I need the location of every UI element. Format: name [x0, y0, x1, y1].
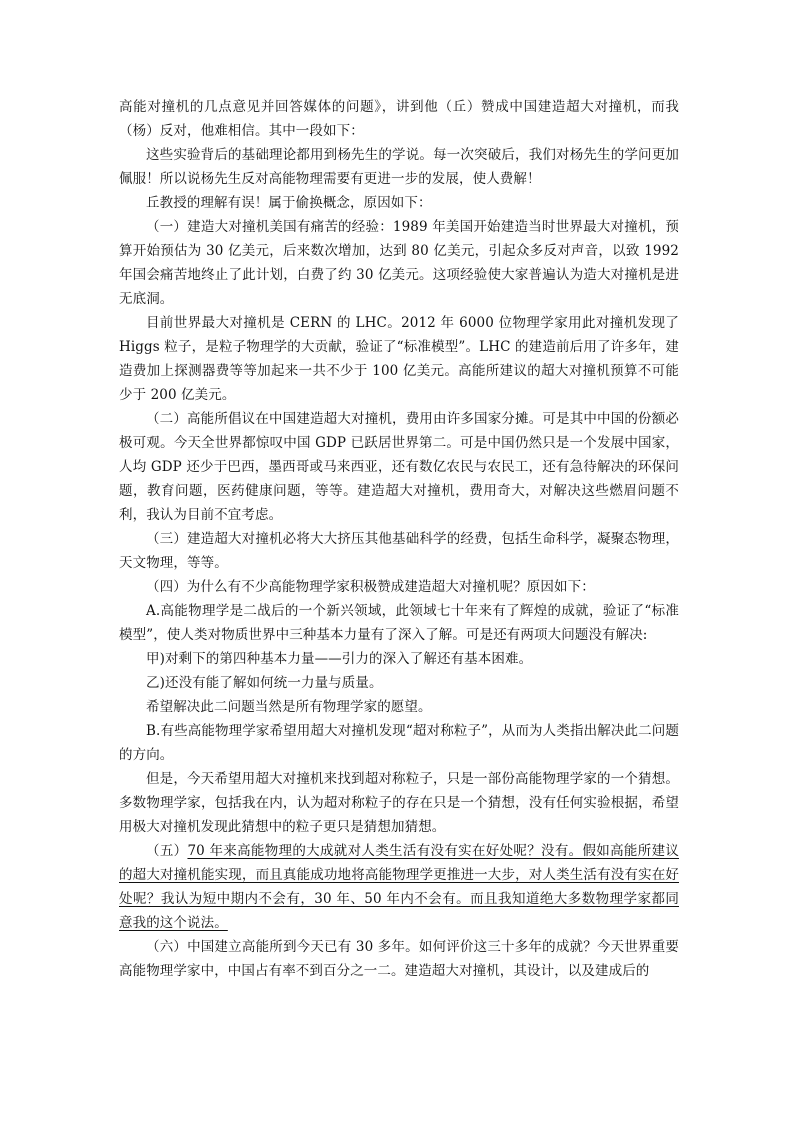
paragraph: （一）建造大对撞机美国有痛苦的经验：1989 年美国开始建造当时世界最大对撞机，预算开始预估为 30 亿美元，后来数次增加，达到 80 亿美元，引起众多反对声音，以致 1992 年国会痛苦地终止了此计划，白费了约 30 亿美元。这项经验使大家普遍认为造大对撞机是进无底洞。	[119, 219, 679, 307]
paragraph: （四）为什么有不少高能物理学家积极赞成建造超大对撞机呢？原因如下：	[146, 579, 595, 595]
paragraph: （三）建造超大对撞机必将大大挤压其他基础科学的经费，包括生命科学，凝聚态物理，天文物理，等等。	[119, 531, 679, 571]
paragraph: 丘教授的理解有误！属于偷换概念，原因如下：	[146, 195, 432, 211]
document-body	[119, 95, 679, 983]
paragraph: A.高能物理学是二战后的一个新兴领域，此领域七十年来有了辉煌的成就，验证了“标准模型”，使人类对物质世界中三种基本力量有了深入了解。可是还有两项大问题没有解决:	[119, 603, 679, 643]
paragraph: 乙)还没有能了解如何统一力量与质量。	[146, 675, 383, 691]
paragraph-underlined	[119, 839, 679, 935]
paragraph: 但是，今天希望用超大对撞机来找到超对称粒子，只是一部份高能物理学家的一个猜想。多数物理学家，包括我在内，认为超对称粒子的存在只是一个猜想，没有任何实验根据，希望用极大对撞机发现此猜想中的粒子更只是猜想加猜想。	[119, 771, 679, 835]
paragraph: B.有些高能物理学家希望用超大对撞机发现“超对称粒子”，从而为人类指出解决此二问题的方向。	[119, 723, 679, 763]
paragraph: 目前世界最大对撞机是 CERN 的 LHC。2012 年 6000 位物理学家用此对撞机发现了 Higgs 粒子，是粒子物理学的大贡献，验证了“标准模型”。LHC 的建造前后用了许多年，建造费加上探测器费等等加起来一共不少于 100 亿美元。高能所建议的超大对撞机预算不可能少于 200 亿美元。	[119, 315, 679, 403]
paragraph: 甲)对剩下的第四种基本力量——引力的深入了解还有基本困难。	[146, 651, 533, 667]
paragraph: （二）高能所倡议在中国建造超大对撞机，费用由许多国家分摊。可是其中中国的份额必极可观。今天全世界都惊叹中国 GDP 已跃居世界第二。可是中国仍然只是一个发展中国家，人均 GDP 还少于巴西，墨西哥或马来西亚，还有数亿农民与农民工，还有急待解决的环保问题，教育问题，医药健康问题，等等。建造超大对撞机，费用奇大，对解决这些燃眉问题不利，我认为目前不宜考虑。	[119, 411, 679, 523]
underlined-text: 70 年来高能物理的大成就对人类生活有没有实在好处呢？没有。假如高能所建议的超大对撞机能实现，而且真能成功地将高能物理学更推进一大步，对人类生活有没有实在好处呢？我认为短中期内不会有，30 年、50 年内不会有。而且我知道绝大多数物理学家都同意我的这个说法。	[119, 843, 679, 931]
paragraph: （六）中国建立高能所到今天已有 30 多年。如何评价这三十多年的成就？今天世界重要高能物理学家中，中国占有率不到百分之一二。建造超大对撞机，其设计，以及建成后的	[119, 939, 679, 979]
paragraph: 希望解决此二问题当然是所有物理学家的愿望。	[146, 699, 432, 715]
paragraph: 高能对撞机的几点意见并回答媒体的问题》，讲到他（丘）赞成中国建造超大对撞机，而我（杨）反对，他难相信。其中一段如下：	[119, 99, 679, 139]
paragraph-prefix: （五）	[146, 843, 188, 859]
paragraph: 这些实验背后的基础理论都用到杨先生的学说。每一次突破后，我们对杨先生的学问更加佩服！所以说杨先生反对高能物理需要有更进一步的发展，使人费解！	[119, 147, 679, 187]
